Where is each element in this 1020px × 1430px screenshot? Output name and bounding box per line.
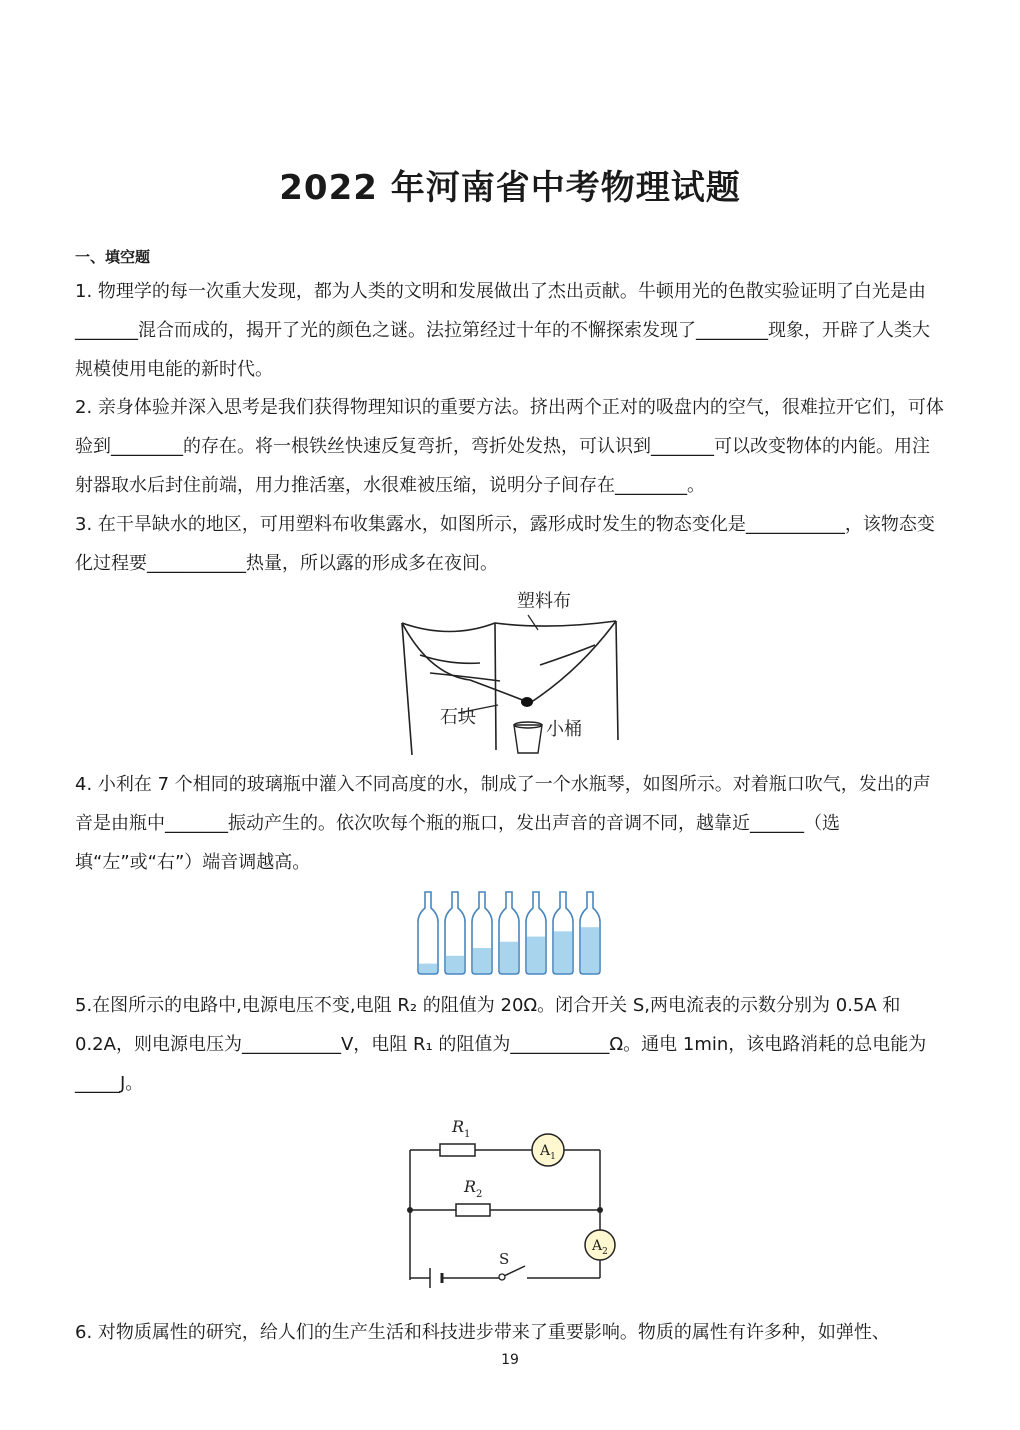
label-a2: $A_2$ [592,1238,608,1257]
bottle-water [419,964,437,974]
page-number: 19 [501,1352,519,1368]
bucket [514,725,542,753]
resistor-r2 [456,1204,490,1216]
label-r1: $R_1$ [452,1117,471,1140]
pole-middle [495,623,496,750]
bottle [499,892,519,974]
bottle [418,892,438,974]
bottle-water [446,956,464,974]
label-r2: $R_2$ [464,1177,483,1200]
pole-left [402,623,412,755]
resistor-r1 [440,1144,475,1156]
bottle-water [473,948,491,974]
page-title: 2022 年河南省中考物理试题 [279,168,741,208]
question-4: 4. 小利在 7 个相同的玻璃瓶中灌入不同高度的水，制成了一个水瓶琴，如图所示。对着瓶口吹气，发出的声音是由瓶中_______振动产生的。依次吹每个瓶的瓶口，发出声音的音调不同，越靠近______（选填“左”或“右”）端音调越高。 [75,774,931,873]
junction-left [407,1207,413,1213]
question-6: 6. 对物质属性的研究，给人们的生产生活和科技进步带来了重要影响。物质的属性有许多种，如弹性、 [75,1322,890,1343]
bottle [526,892,546,974]
bottle [580,892,600,974]
label-bucket: 小桶 [546,719,582,740]
label-switch: S [499,1250,510,1268]
bottle [553,892,573,974]
question-1: 1. 物理学的每一次重大发现，都为人类的文明和发展做出了杰出贡献。牛顿用光的色散实验证明了白光是由_______混合而成的，揭开了光的颜色之谜。法拉第经过十年的不懈探索发现了________现象，开辟了人类大规模使用电能的新时代。 [75,281,930,380]
dew-collection-figure [390,585,640,760]
question-2: 2. 亲身体验并深入思考是我们获得物理知识的重要方法。挤出两个正对的吸盘内的空气，很难拉开它们，可体验到________的存在。将一根铁丝快速反复弯折，弯折处发热，可认识到_______可以改变物体的内能。用注射器取水后封住前端，用力推活塞，水很难被压缩，说明分子间存在________。 [75,397,944,496]
bottle [445,892,465,974]
cloth-top-edge [402,621,616,632]
bottle-water [581,927,599,974]
water-bottles-figure [412,890,602,978]
section-heading: 一、填空题 [75,248,151,266]
pole-right [616,621,618,740]
bottle-outline [418,892,438,974]
bottle-water [527,937,545,974]
bottle [472,892,492,974]
circuit-diagram [400,1110,620,1290]
bottle-water [554,931,572,974]
bottle-water [500,942,518,974]
cloth-sag [402,621,616,703]
label-a1: $A_1$ [540,1143,556,1162]
question-5: 5.在图所示的电路中,电源电压不变,电阻 R₂ 的阻值为 20Ω。闭合开关 S,两电流表的示数分别为 0.5A 和 0.2A，则电源电压为___________V，电阻 R₁ 的阻值为___________Ω。通电 1min，该电路消耗的总电能为_____J。 [75,995,927,1094]
label-stone: 石块 [440,707,476,728]
question-3: 3. 在干旱缺水的地区，可用塑料布收集露水，如图所示，露形成时发生的物态变化是___________，该物态变化过程要___________热量，所以露的形成多在夜间。 [75,514,935,574]
battery [430,1268,442,1288]
stone [521,697,533,707]
junction-right [597,1207,603,1213]
switch-contact [499,1274,505,1280]
label-cloth: 塑料布 [517,591,571,612]
